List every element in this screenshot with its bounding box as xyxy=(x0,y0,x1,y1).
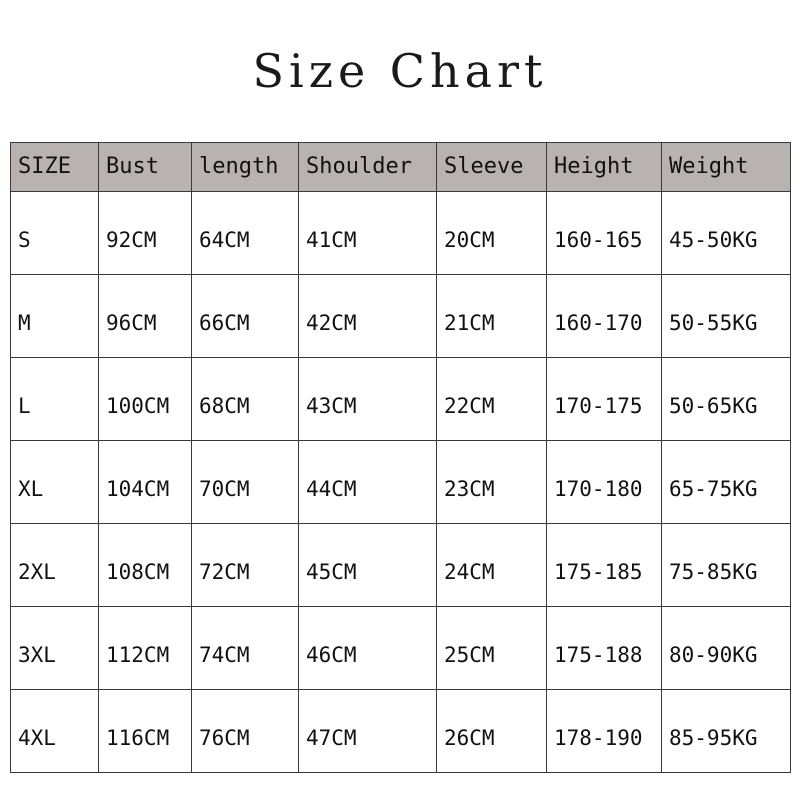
cell-bust: 96CM xyxy=(99,275,192,358)
cell-weight: 75-85KG xyxy=(662,524,791,607)
table-row xyxy=(11,524,791,607)
cell-length: 66CM xyxy=(192,275,299,358)
cell-height: 170-180 xyxy=(547,441,662,524)
size-chart-table xyxy=(10,142,791,773)
cell-sleeve: 26CM xyxy=(437,690,547,773)
column-header-height: Height xyxy=(547,143,662,192)
column-header-sleeve: Sleeve xyxy=(437,143,547,192)
column-header-bust: Bust xyxy=(99,143,192,192)
table-row xyxy=(11,607,791,690)
table-row xyxy=(11,192,791,275)
cell-height: 175-188 xyxy=(547,607,662,690)
table-row xyxy=(11,441,791,524)
cell-bust: 104CM xyxy=(99,441,192,524)
cell-size: L xyxy=(11,358,99,441)
cell-sleeve: 20CM xyxy=(437,192,547,275)
table-header-row xyxy=(11,143,791,192)
cell-length: 70CM xyxy=(192,441,299,524)
cell-bust: 100CM xyxy=(99,358,192,441)
cell-bust: 116CM xyxy=(99,690,192,773)
size-chart-table-container xyxy=(10,142,790,773)
table-row xyxy=(11,358,791,441)
cell-length: 76CM xyxy=(192,690,299,773)
cell-sleeve: 21CM xyxy=(437,275,547,358)
cell-weight: 85-95KG xyxy=(662,690,791,773)
cell-height: 178-190 xyxy=(547,690,662,773)
cell-size: 4XL xyxy=(11,690,99,773)
cell-bust: 108CM xyxy=(99,524,192,607)
cell-height: 170-175 xyxy=(547,358,662,441)
cell-shoulder: 46CM xyxy=(299,607,437,690)
cell-length: 64CM xyxy=(192,192,299,275)
cell-weight: 45-50KG xyxy=(662,192,791,275)
cell-weight: 50-65KG xyxy=(662,358,791,441)
table-row xyxy=(11,690,791,773)
column-header-size: SIZE xyxy=(11,143,99,192)
cell-size: M xyxy=(11,275,99,358)
cell-shoulder: 45CM xyxy=(299,524,437,607)
cell-shoulder: 42CM xyxy=(299,275,437,358)
cell-shoulder: 41CM xyxy=(299,192,437,275)
cell-height: 160-165 xyxy=(547,192,662,275)
cell-shoulder: 43CM xyxy=(299,358,437,441)
cell-sleeve: 23CM xyxy=(437,441,547,524)
cell-shoulder: 47CM xyxy=(299,690,437,773)
cell-size: 2XL xyxy=(11,524,99,607)
cell-size: XL xyxy=(11,441,99,524)
cell-bust: 92CM xyxy=(99,192,192,275)
cell-size: S xyxy=(11,192,99,275)
table-row xyxy=(11,275,791,358)
cell-length: 68CM xyxy=(192,358,299,441)
cell-length: 72CM xyxy=(192,524,299,607)
cell-weight: 65-75KG xyxy=(662,441,791,524)
column-header-length: length xyxy=(192,143,299,192)
cell-length: 74CM xyxy=(192,607,299,690)
cell-weight: 80-90KG xyxy=(662,607,791,690)
cell-bust: 112CM xyxy=(99,607,192,690)
cell-weight: 50-55KG xyxy=(662,275,791,358)
cell-sleeve: 24CM xyxy=(437,524,547,607)
column-header-shoulder: Shoulder xyxy=(299,143,437,192)
cell-size: 3XL xyxy=(11,607,99,690)
cell-height: 175-185 xyxy=(547,524,662,607)
cell-sleeve: 22CM xyxy=(437,358,547,441)
cell-height: 160-170 xyxy=(547,275,662,358)
page-title: Size Chart xyxy=(252,44,548,98)
column-header-weight: Weight xyxy=(662,143,791,192)
cell-shoulder: 44CM xyxy=(299,441,437,524)
cell-sleeve: 25CM xyxy=(437,607,547,690)
